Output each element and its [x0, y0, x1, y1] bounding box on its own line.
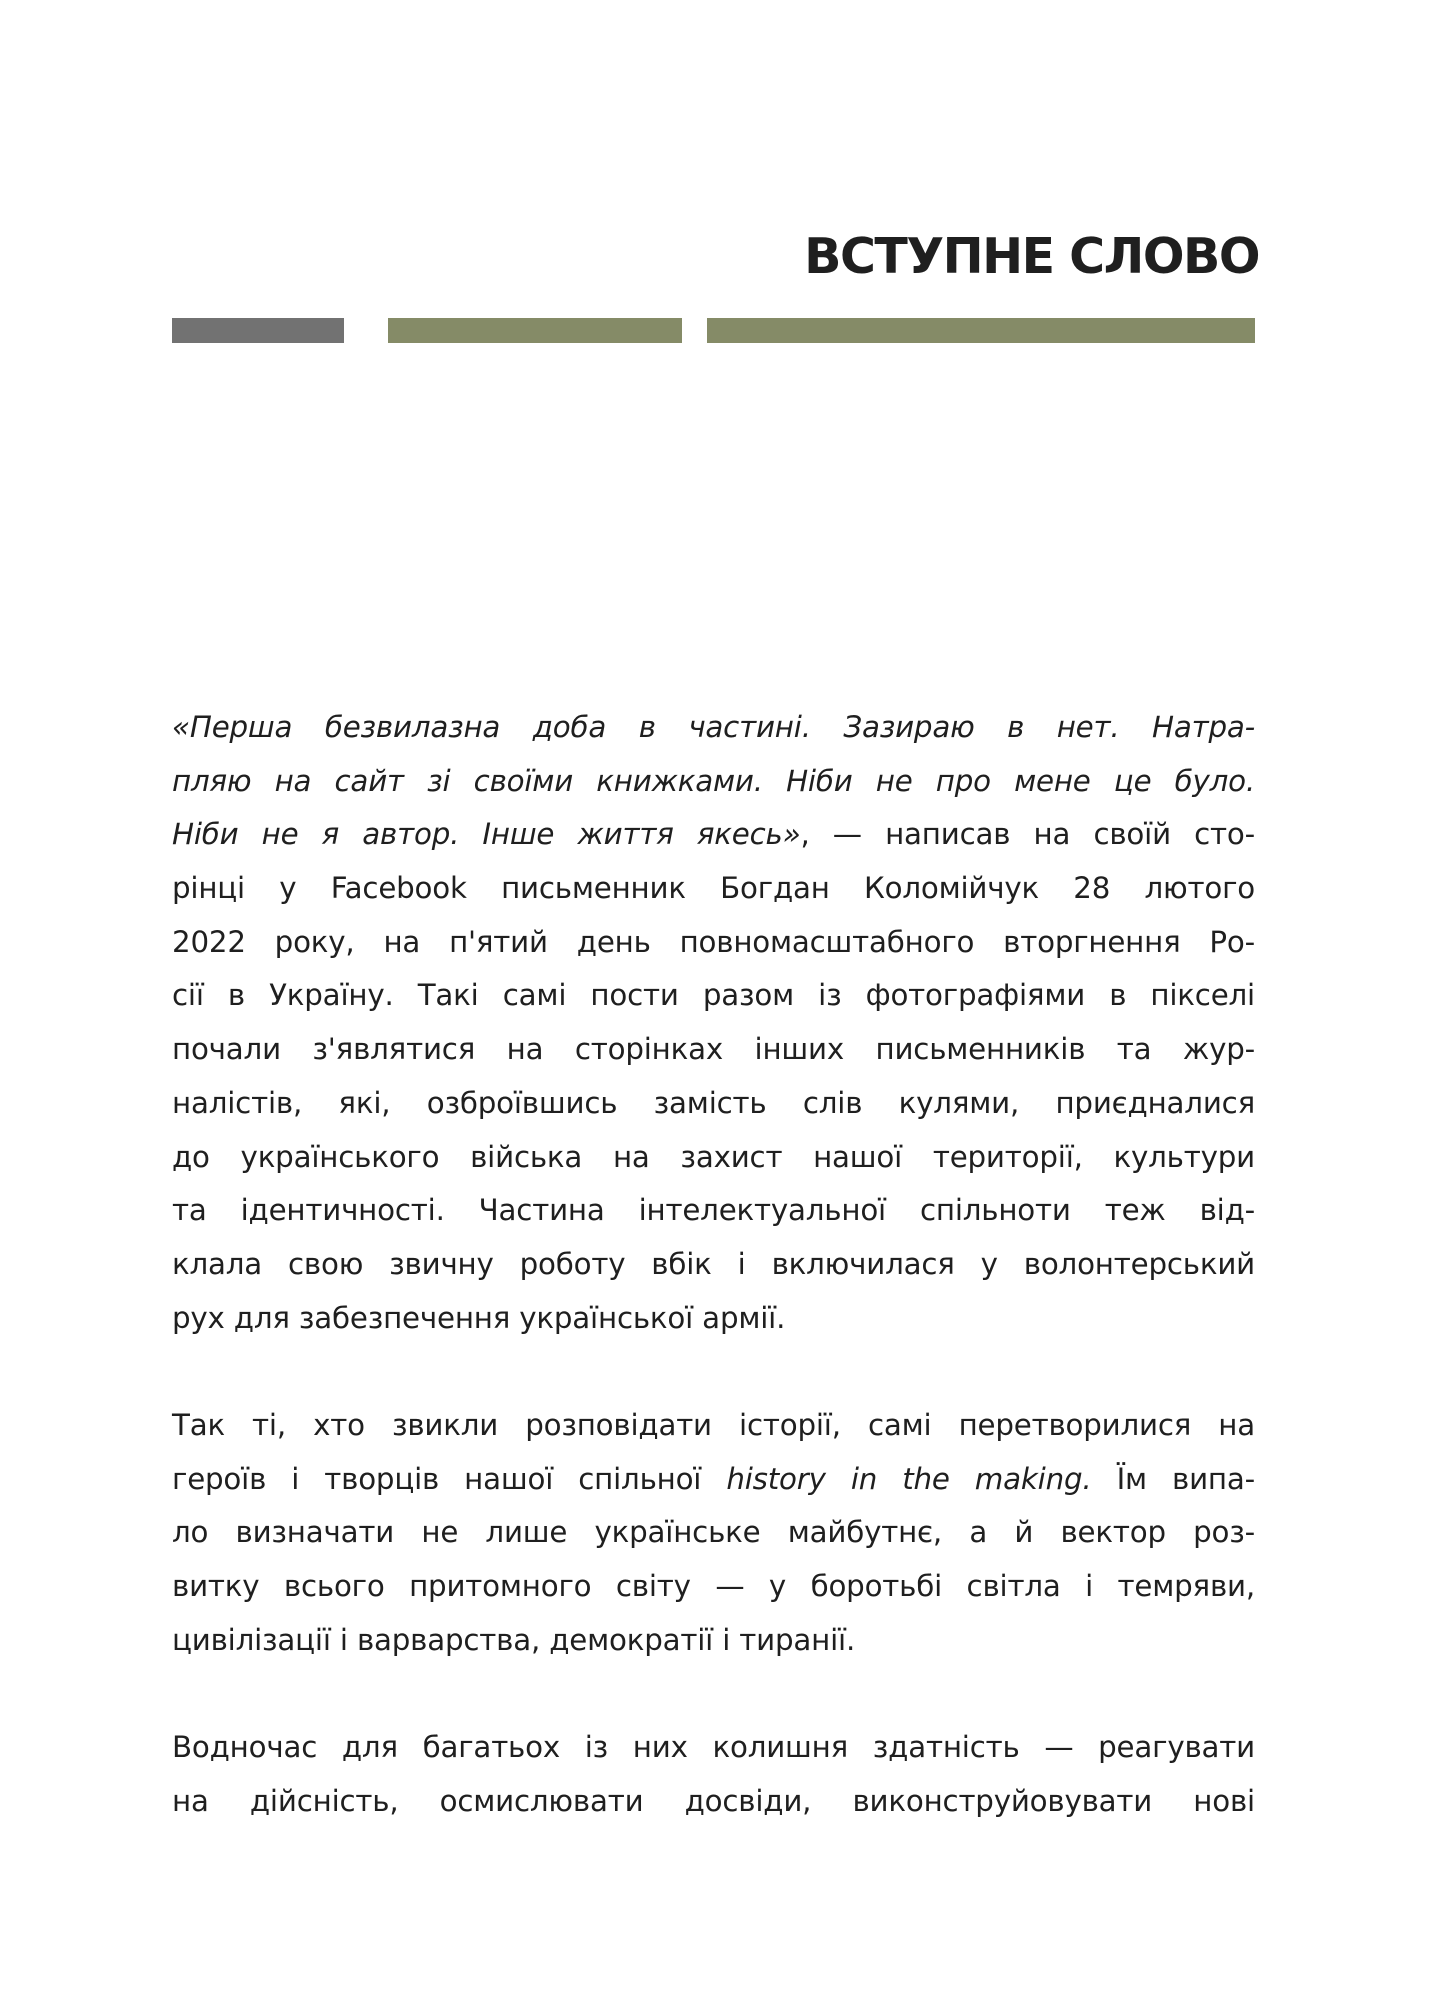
- text-line: [172, 755, 1255, 809]
- decorative-bars: [172, 318, 1255, 343]
- text-line: [172, 862, 1255, 916]
- text-line: [172, 1238, 1255, 1292]
- text-run: 2022 року, на п'ятий день повномасштабного вторгнення Ро-: [172, 924, 1255, 959]
- text-line: [172, 808, 1255, 862]
- text-line: [172, 1399, 1255, 1453]
- text-line: [172, 916, 1255, 970]
- text-line: [172, 1184, 1255, 1238]
- text-run: налістів, які, озброївшись замість слів кулями, приєдналися: [172, 1085, 1255, 1120]
- text-line: [172, 1775, 1255, 1829]
- text-run: Їм випа-: [1091, 1461, 1255, 1496]
- italic-text: «Перша безвилазна доба в частині. Зазираю в нет. Натра-: [172, 710, 1255, 744]
- text-line: [172, 701, 1255, 755]
- text-run: Водночас для багатьох із них колишня здатність — реагувати: [172, 1730, 1255, 1765]
- text-run: на дійсність, осмислювати досвіди, виконструйовувати нові: [172, 1783, 1255, 1818]
- decorative-bar-gray: [172, 318, 344, 343]
- text-line: [172, 1292, 1255, 1346]
- text-run: героїв і творців нашої спільної: [172, 1461, 727, 1496]
- text-run: та ідентичності. Частина інтелектуальної спільноти теж від-: [172, 1193, 1255, 1228]
- text-run: Так ті, хто звикли розповідати історії, самі перетворилися на: [172, 1407, 1255, 1442]
- italic-text: history in the making.: [726, 1461, 1092, 1496]
- decorative-bar-olive-short: [388, 318, 682, 343]
- text-line: [172, 1023, 1255, 1077]
- paragraph-gap: [172, 1345, 1255, 1399]
- text-run: рух для забезпечення української армії.: [172, 1300, 786, 1335]
- body-text: [172, 701, 1255, 1828]
- text-run: почали з'являтися на сторінках інших письменників та жур-: [172, 1032, 1255, 1067]
- text-run: сії в Україну. Такі самі пости разом із фотографіями в пікселі: [172, 978, 1255, 1013]
- text-line: [172, 969, 1255, 1023]
- text-run: , — написав на своїй сто-: [800, 817, 1256, 852]
- text-line: [172, 1453, 1255, 1507]
- text-line: [172, 1721, 1255, 1775]
- italic-text: пляю на сайт зі своїми книжками. Ніби не про мене це було.: [172, 763, 1255, 798]
- text-run: рінці у Facebook письменник Богдан Коломійчук 28 лютого: [172, 871, 1255, 906]
- text-line: [172, 1560, 1255, 1614]
- text-run: цивілізації і варварства, демократії і тиранії.: [172, 1622, 856, 1657]
- paragraph: [172, 701, 1255, 1345]
- text-run: витку всього притомного світу — у боротьбі світла і темряви,: [172, 1569, 1255, 1603]
- text-line: [172, 1131, 1255, 1185]
- paragraph: [172, 1721, 1255, 1828]
- text-run: ло визначати не лише українське майбутнє, а й вектор роз-: [172, 1515, 1255, 1550]
- chapter-title: ВСТУПНЕ СЛОВО: [804, 228, 1259, 285]
- italic-text: Ніби не я автор. Інше життя якесь»: [172, 817, 801, 852]
- text-line: [172, 1614, 1255, 1668]
- text-run: клала свою звичну роботу вбік і включилася у волонтерський: [172, 1246, 1255, 1281]
- paragraph-gap: [172, 1667, 1255, 1721]
- text-run: до українського війська на захист нашої території, культури: [172, 1139, 1255, 1174]
- decorative-bar-olive-long: [707, 318, 1255, 343]
- text-line: [172, 1506, 1255, 1560]
- paragraph: [172, 1399, 1255, 1667]
- text-line: [172, 1077, 1255, 1131]
